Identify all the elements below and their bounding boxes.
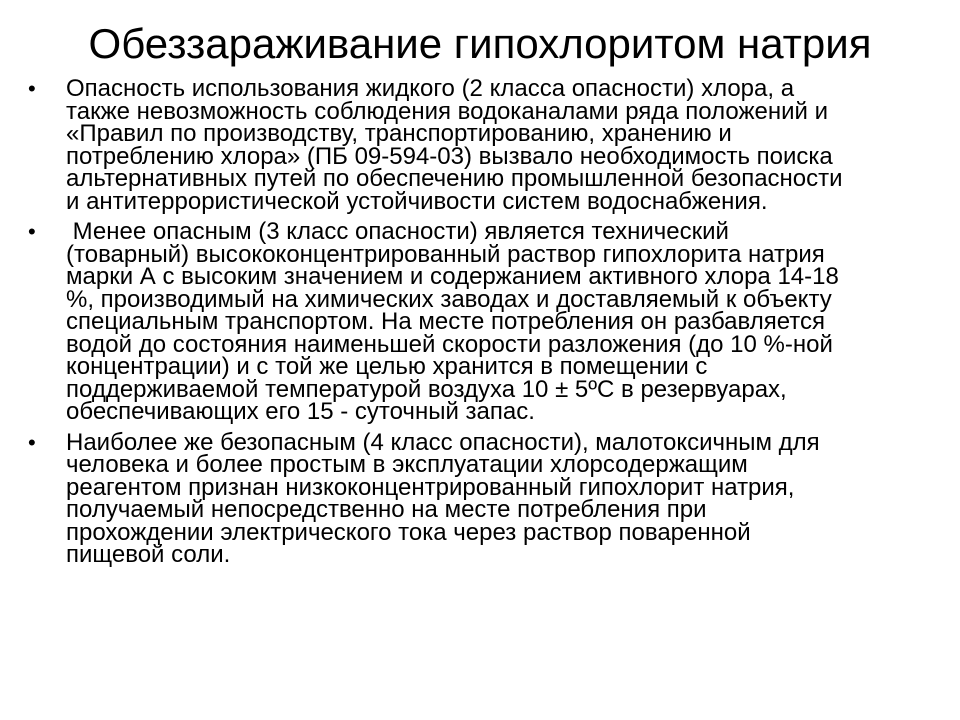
bullet-line: получаемый непосредственно на месте потребления при: [66, 496, 707, 523]
bullet-line: также невозможность соблюдения водоканалами ряда положений и: [66, 97, 828, 125]
slide-title: Обеззараживание гипохлоритом натрия: [88, 20, 872, 67]
bullet-line: прохождении электрического тока через раствор поваренной: [66, 518, 751, 546]
bullet-list: [20, 75, 940, 575]
bullet-line: альтернативных путей по обеспечению промышленной безопасности: [66, 165, 843, 192]
bullet-line: (товарный) высококонцентрированный раствор гипохлорита натрия: [66, 240, 825, 268]
bullet-line: обеспечивающих его 15 - суточный запас.: [66, 398, 535, 425]
bullet-item-3: [20, 428, 940, 568]
bullet-line: потреблению хлора» (ПБ 09-594-03) вызвало необходимость поиска: [66, 142, 833, 170]
bullet-marker: •: [28, 429, 36, 455]
bullet-line: пищевой соли.: [66, 541, 231, 568]
bullet-item-2: [20, 218, 940, 425]
bullet-line: %, производимый на химических заводах и доставляемый к объекту: [66, 285, 832, 313]
bullet-line: и антитеррористической устойчивости систем водоснабжения.: [66, 187, 768, 215]
bullet-item-1: [20, 75, 940, 215]
bullet-marker: •: [28, 76, 36, 101]
bullet-line: «Правил по производству, транспортированию, хранению и: [66, 120, 732, 147]
bullet-marker: •: [28, 219, 36, 244]
bullet-line: Менее опасным (3 класс опасности) является технический: [66, 218, 729, 245]
bullet-line: реагентом признан низкоконцентрированный гипохлорит натрия,: [66, 473, 795, 501]
bullet-line: Опасность использования жидкого (2 класса опасности) хлора, а: [66, 75, 795, 102]
bullet-line: Наиболее же безопасным (4 класс опасности), малотоксичным для: [66, 428, 820, 456]
bullet-line: человека и более простым в эксплуатации хлорсодержащим: [66, 451, 748, 478]
bullet-line: водой до состояния наименьшей скорости разложения (до 10 %-ной: [66, 330, 833, 358]
bullet-line: поддерживаемой температурой воздуха 10 ± 5ºС в резервуарах,: [66, 375, 787, 403]
bullet-line: специальным транспортом. На месте потребления он разбавляется: [66, 308, 825, 335]
bullet-line: марки А с высоким значением и содержанием активного хлора 14-18: [66, 263, 839, 290]
bullet-line: концентрации) и с той же целью хранится в помещении с: [66, 353, 708, 380]
